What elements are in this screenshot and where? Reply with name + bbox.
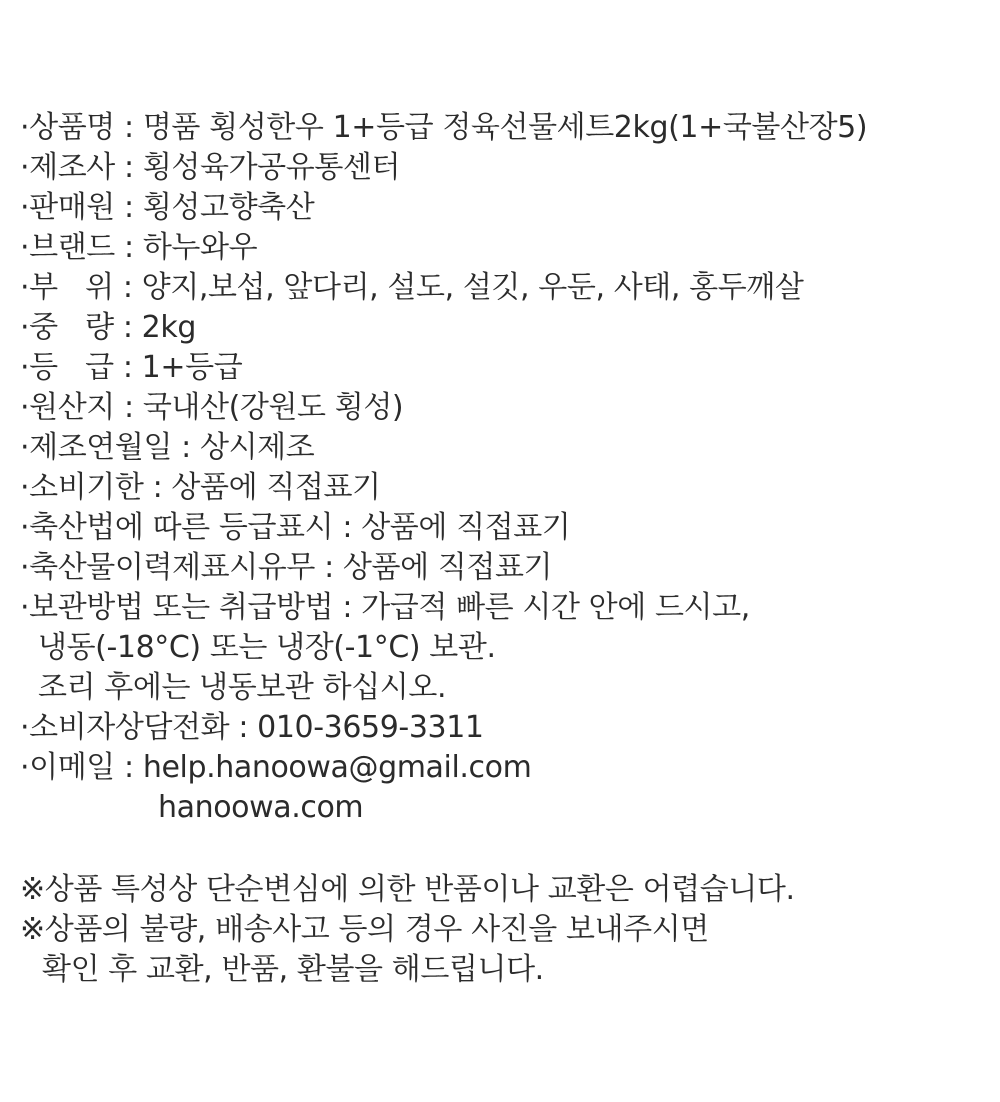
spec-grade-label: ·축산법에 따른 등급표시 : 상품에 직접표기 [20, 510, 571, 545]
notice-defect: ※상품의 불량, 배송사고 등의 경우 사진을 보내주시면 [20, 912, 709, 947]
spec-expiry: ·소비기한 : 상품에 직접표기 [20, 470, 381, 505]
spec-email: ·이메일 : help.hanoowa@gmail.com [20, 750, 532, 785]
spec-cuts: ·부 위 : 양지,보섭, 앞다리, 설도, 설깃, 우둔, 사태, 홍두깨살 [20, 270, 804, 305]
spec-storage-continued-1: 냉동(-18°C) 또는 냉장(-1°C) 보관. [38, 630, 496, 665]
spec-grade: ·등 급 : 1+등급 [20, 350, 243, 385]
spec-origin: ·원산지 : 국내산(강원도 횡성) [20, 390, 404, 425]
spec-manufacturer: ·제조사 : 횡성육가공유통센터 [20, 150, 401, 185]
spec-phone: ·소비자상담전화 : 010-3659-3311 [20, 710, 484, 745]
spec-storage-continued-2: 조리 후에는 냉동보관 하십시오. [38, 670, 447, 705]
spec-product-name: ·상품명 : 명품 횡성한우 1+등급 정육선물세트2kg(1+국불산장5) [20, 110, 868, 145]
section-spacer [20, 828, 990, 870]
notice-no-change-of-mind: ※상품 특성상 단순변심에 의한 반품이나 교환은 어렵습니다. [20, 872, 795, 907]
spec-traceability: ·축산물이력제표시유무 : 상품에 직접표기 [20, 550, 553, 585]
spec-brand: ·브랜드 : 하누와우 [20, 230, 258, 265]
spec-manufacture-date: ·제조연월일 : 상시제조 [20, 430, 315, 465]
spec-website: hanoowa.com [158, 790, 364, 825]
spec-storage: ·보관방법 또는 취급방법 : 가급적 빠른 시간 안에 드시고, [20, 590, 750, 625]
notice-defect-continued: 확인 후 교환, 반품, 환불을 해드립니다. [42, 952, 544, 987]
spec-seller: ·판매원 : 횡성고향축산 [20, 190, 315, 225]
spec-weight: ·중 량 : 2kg [20, 310, 196, 345]
product-info-sheet [20, 108, 990, 990]
